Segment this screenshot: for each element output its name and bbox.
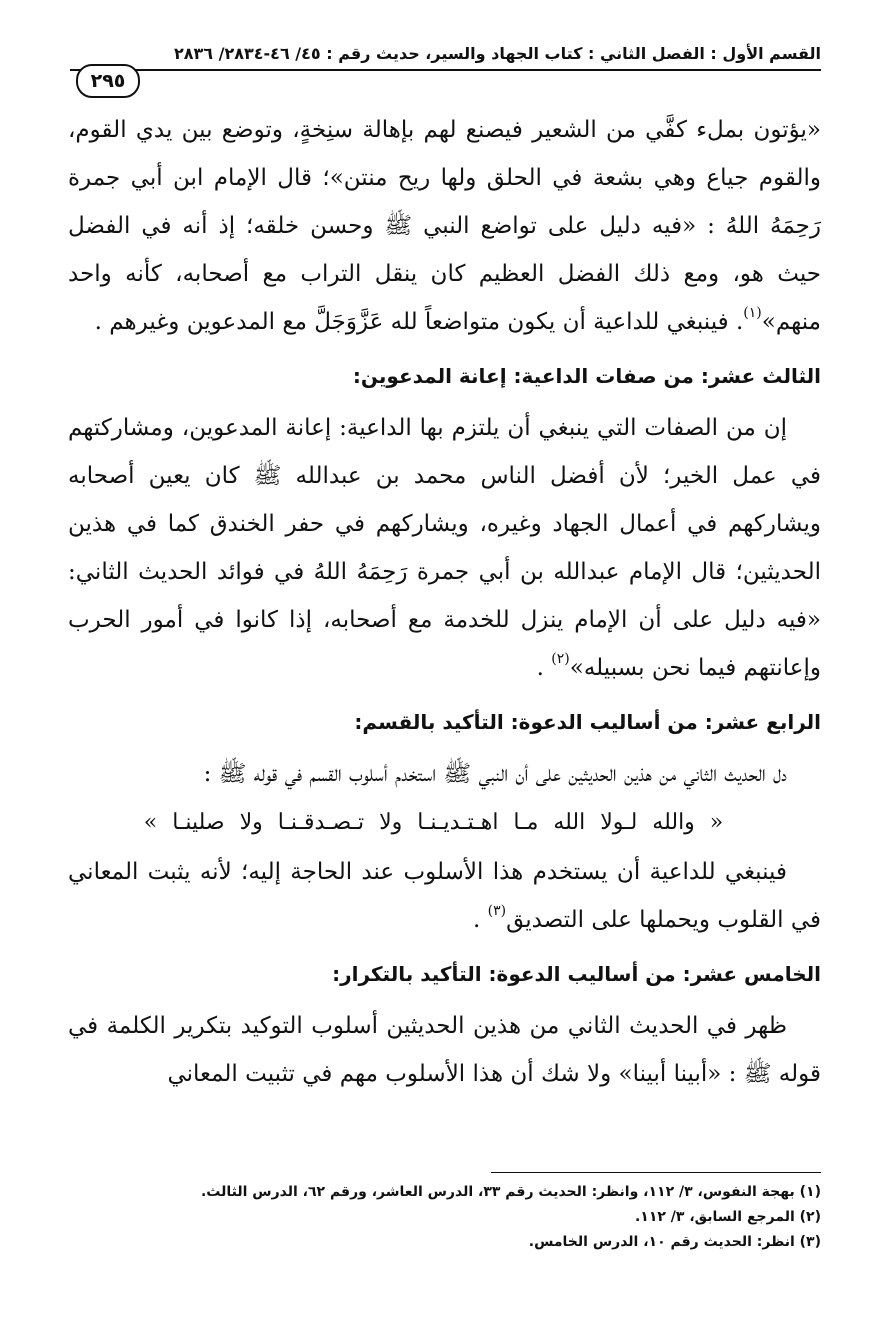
footnote-ref-2: (٢)	[551, 651, 570, 667]
footnote-3: (٣) انظر: الحديث رقم ١٠، الدرس الخامس.	[528, 1234, 821, 1250]
footnote-1: (١) بهجة النفوس، ٣/ ١١٢، وانظر: الحديث رقم ٣٣، الدرس العاشر، ورقم ٦٢، الدرس الثالث.	[200, 1184, 821, 1200]
paragraph-3: دل الحديث الثاني من هذين الحديثين على أن النبي ﷺ استخدم أسلوب القسم في قوله ﷺ :	[203, 761, 787, 787]
running-title: القسم الأول : الفصل الثاني : كتاب الجهاد والسير، حديث رقم : ٤٥/ ٤٦-٢٨٣٤/ ٢٨٣٦	[173, 44, 821, 63]
section-heading-13: الثالث عشر: من صفات الداعية: إعانة المدعوين:	[352, 364, 821, 388]
paragraph-2-text: إن من الصفات التي ينبغي أن يلتزم بها الداعية: إعانة المدعوين، ومشاركتهم في عمل الخير؛ لأن أفضل الناس محمد بن عبدالله ﷺ كان يعين أصحابه ويشاركهم في أعمال الجهاد وغيره، ويشاركهم في حفر الخندق كما في هذين الحديثين؛ قال الإمام عبدالله بن أبي جمرة رَحِمَهُ اللهُ في فوائد الحديث الثاني: «فيه دليل على أن الإمام ينزل للخدمة مع أصحابه، إذا كانوا في أمور الحرب وإعانتهم فيما نحن بسبيله»	[68, 415, 821, 681]
footnote-ref-1: (١)	[743, 305, 762, 321]
page-number: ٢٩٥	[76, 64, 140, 98]
section-heading-14: الرابع عشر: من أساليب الدعوة: التأكيد بالقسم:	[354, 710, 821, 734]
paragraph-2-end: .	[536, 655, 552, 681]
paragraph-2	[68, 404, 821, 692]
paragraph-1-text: «يؤتون بملء كفَّي من الشعير فيصنع لهم بإهالة سنِخةٍ، وتوضع بين يدي القوم، والقوم جياع وهي بشعة في الحلق ولها ريح منتن»؛ قال الإمام ابن أبي جمرة رَحِمَهُ اللهُ : «فيه دليل على تواضع النبي ﷺ وحسن خلقه؛ إذ أنه في الفضل حيث هو، ومع ذلك الفضل العظيم كان ينقل التراب مع أصحابه، كأنه واحد منهم»	[68, 117, 821, 335]
header-rule	[70, 69, 821, 71]
paragraph-1	[68, 106, 821, 346]
paragraph-4	[68, 848, 821, 944]
paragraph-5: ظهر في الحديث الثاني من هذين الحديثين أسلوب التوكيد بتكرير الكلمة في قوله ﷺ : «أبينا أبينا» ولا شك أن هذا الأسلوب مهم في تثبيت المعاني	[68, 1013, 821, 1087]
paragraph-4-text: فينبغي للداعية أن يستخدم هذا الأسلوب عند الحاجة إليه؛ لأنه يثبت المعاني في القلوب ويحملها على التصديق	[68, 859, 821, 933]
footnotes	[90, 1180, 821, 1255]
poetry-verse: « والله لـولا الله مـا اهـتـديـنـا ولا تـصـدقـنـا ولا صلينـا »	[143, 810, 724, 835]
footnote-2: (٢) المرجع السابق، ٣/ ١١٢.	[634, 1209, 821, 1225]
section-heading-15: الخامس عشر: من أساليب الدعوة: التأكيد بالتكرار:	[332, 962, 821, 986]
running-header	[70, 38, 821, 68]
paragraph-1-end: . فينبغي للداعية أن يكون متواضعاً لله عَزَّوَجَلَّ مع المدعوين وغيرهم .	[94, 309, 744, 335]
footnote-ref-3: (٣)	[487, 903, 507, 919]
footnote-divider	[491, 1172, 821, 1173]
main-text	[68, 106, 821, 1098]
paragraph-4-end: .	[472, 907, 488, 933]
